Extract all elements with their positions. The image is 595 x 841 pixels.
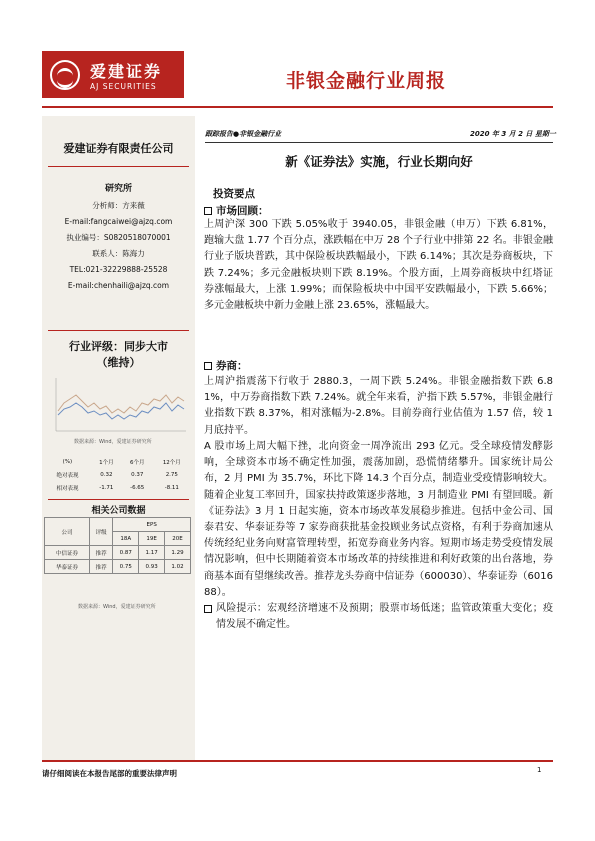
sidebar-divider: [48, 499, 189, 500]
report-title: 非银金融行业周报: [286, 70, 447, 92]
table-cell: 推荐: [89, 560, 112, 574]
legal-notice: 请仔细阅读在本报告尾部的重要法律声明: [42, 769, 177, 778]
table-row: [44, 468, 191, 481]
table-cell: 2.75: [165, 471, 178, 478]
logo-mark-icon: [50, 60, 80, 90]
table-cell: -6.65: [130, 484, 145, 491]
chart-source: 数据来源：Wind，爱建证券研究所: [74, 439, 152, 445]
risk-warning: [204, 601, 553, 633]
subheading-market-review: [204, 203, 269, 218]
table-header-cell: 19E: [139, 532, 165, 546]
table-header-cell: 18A: [113, 532, 139, 546]
table-header-cell: 20E: [165, 532, 191, 546]
sidebar-divider: [48, 330, 189, 331]
footer-divider: [42, 760, 553, 762]
analyst-name: 分析师：方来薇: [92, 201, 145, 210]
logo-text-cn: 爱建证券: [90, 62, 163, 81]
checkbox-bullet-icon: [204, 605, 212, 613]
section-title: 投资要点: [213, 188, 255, 200]
analyst-email: E-mail:fangcaiwei@ajzq.com: [64, 217, 173, 226]
sidebar-dept: 研究所: [104, 184, 132, 194]
table-header-cell: 12个月: [162, 459, 181, 466]
table-cell: 0.32: [100, 471, 113, 478]
rating-status: （维持）: [96, 356, 141, 369]
page-number: 1: [537, 766, 542, 774]
table-cell: 0.37: [131, 471, 144, 478]
performance-table: [44, 455, 191, 494]
contact-name: 联系人：陈海力: [92, 249, 145, 258]
table-header-cell: 6个月: [129, 459, 145, 466]
table-header-row: [45, 518, 191, 532]
table-source: 数据来源：Wind，爱建证券研究所: [78, 604, 156, 610]
table-row: [44, 481, 191, 494]
subheading-text: 市场回顾：: [216, 205, 269, 217]
table-header-cell: EPS: [113, 518, 191, 532]
table-cell: 推荐: [89, 546, 112, 560]
sidebar-company-name: 爱建证券有限责任公司: [63, 142, 174, 155]
checkbox-bullet-icon: [204, 362, 212, 370]
report-category: 跟踪报告●非银金融行业: [205, 130, 282, 138]
sidebar-divider: [48, 166, 189, 167]
header-divider: [42, 106, 553, 108]
rating-label: 行业评级：同步大市: [69, 340, 168, 353]
table-cell: -1.71: [99, 484, 114, 491]
table-cell: 相对表现: [56, 485, 79, 492]
table-row: [45, 546, 191, 560]
report-date: 2020 年 3 月 2 日 星期一: [470, 130, 556, 138]
table-cell: 0.75: [113, 560, 139, 574]
table-cell: 0.87: [113, 546, 139, 560]
meta-divider: [205, 142, 553, 143]
subheading-text: 券商：: [216, 360, 248, 372]
checkbox-bullet-icon: [204, 207, 212, 215]
industry-rating: [42, 339, 195, 371]
index-performance-chart: [46, 373, 191, 438]
table-cell: 绝对表现: [56, 472, 79, 479]
report-headline: 新《证券法》实施，行业长期向好: [285, 154, 473, 169]
table-cell: 0.93: [139, 560, 165, 574]
company-data-table: [44, 517, 191, 574]
table-cell: 中信证券: [45, 546, 90, 560]
table-header-row: [44, 455, 191, 468]
risk-text: 风险提示：宏观经济增速不及预期；股票市场低迷；监管政策重大变化；疫情发展不确定性。: [216, 603, 553, 631]
table-header-cell: (%): [62, 458, 73, 465]
table-cell: 1.02: [165, 560, 191, 574]
analyst-license: 执业编号：S0820518070001: [66, 233, 171, 242]
company-data-title: 相关公司数据: [91, 506, 146, 516]
table-cell: -8.11: [164, 484, 179, 491]
table-header-cell: 公司: [45, 518, 90, 546]
table-row: [45, 560, 191, 574]
table-header-cell: 1个月: [99, 459, 114, 466]
paragraph-market-outlook: A 股市场上周大幅下挫，北向资金一周净流出 293 亿元。受全球疫情发酵影响，全球资本市场不确定性加强，震荡加剧，恐慌情绪攀升。国家统计局公布，2 月 PMI 为 35.7%，环比下降 14.3 个百分点，制造业受疫情影响较大。随着企业复工率回升，国家扶持政策逐步落地，3 月制造业 PMI 有望回暖。新《证券法》3 月 1 日起实施，资本市场改革发展稳步推进。包括中金公司、国泰君安、华泰证券等 7 家券商获批基金投顾业务试点资格，有利于券商加速从传统经纪业务向财富管理转型，拓宽券商业务内容。短期市场走势受疫情发展情况影响，但中长期随着资本市场改革的持续推进和利好政策的出台落地，券商基本面有望继续改善。推荐龙头券商中信证券（600030）、华泰证券（601688）。: [204, 441, 553, 598]
table-cell: 1.29: [165, 546, 191, 560]
contact-tel: TEL:021-32229888-25528: [69, 265, 168, 274]
subheading-brokers: [204, 358, 248, 373]
logo-text-en: AJ SECURITIES: [90, 82, 157, 91]
company-logo: [42, 51, 184, 98]
paragraph-brokers: 上周沪指震荡下行收于 2880.3，一周下跌 5.24%。非银金融指数下跌 6.81%，中万券商指数下跌 7.24%。就全年来看，沪指下跌 5.57%，非银金融行业指数下跌 8.37%，相对涨幅为-2.8%。目前券商行业估值为 1.57 倍，较 1 月底持平。: [204, 376, 553, 436]
contact-email: E-mail:chenhaili@ajzq.com: [67, 281, 170, 290]
table-cell: 1.17: [139, 546, 165, 560]
paragraph-market-review: 上周沪深 300 下跌 5.05%收于 3940.05，非银金融（申万）下跌 6.81%，跑输大盘 1.77 个百分点，涨跌幅在中万 28 个子行业中排第 22 名。非银金融行业子版块普跌，其中保险板块跌幅最小，下跌 6.14%；其次是券商板块，下跌 7.24%；多元金融板块则下跌 8.19%。个股方面，上周券商板块中红塔证券涨幅最大，上涨 1.99%；而保险板块中中国平安跌幅最小，下跌 5.66%；多元金融板块中新力金融上涨 23.65%，涨幅最大。: [204, 219, 553, 312]
table-cell: 华泰证券: [45, 560, 90, 574]
table-header-cell: 评级: [89, 518, 112, 546]
